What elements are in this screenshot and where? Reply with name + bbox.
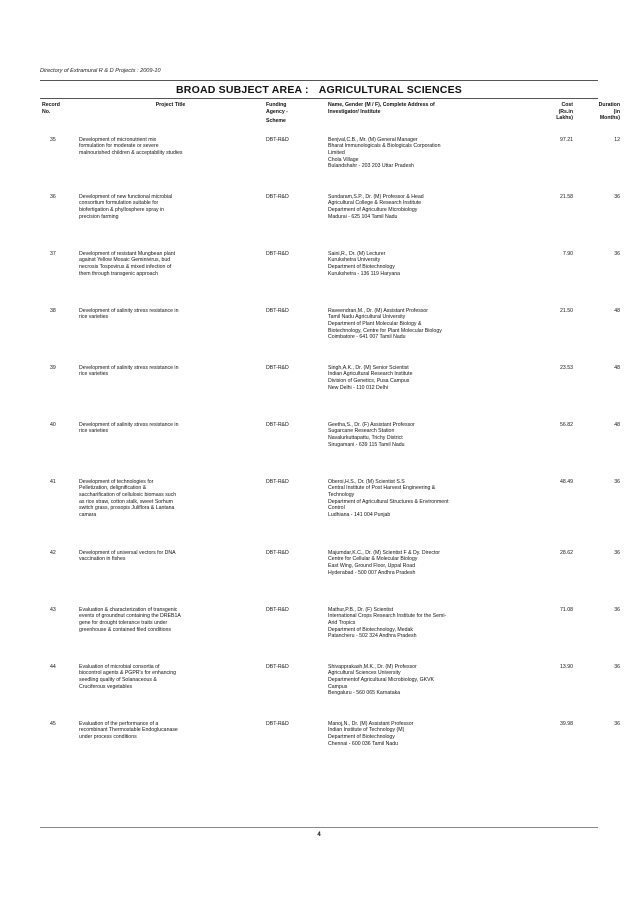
duration-value: 36 [614,663,620,670]
project-title-line: Development of salinity stress resistance in [79,421,179,428]
record-no: 43 [50,606,56,613]
project-title [77,308,264,365]
investigator-address-line: Arid Tropics [328,619,356,626]
record-no: 36 [50,193,56,200]
project-title-line: malnourished children & acceptability studies [79,149,183,156]
table-row [40,194,622,251]
running-head: Directory of Extramural R & D Projects : 2009-10 [40,68,161,74]
project-title-line: necrosis Tospovirus & mixed infection of [79,263,172,270]
table-row [40,308,622,365]
duration-value: 48 [614,307,620,314]
investigator-address-line: Division of Genetics, Pusa Campus [328,377,410,384]
duration-value: 36 [614,478,620,485]
project-title [77,194,264,251]
duration-value: 48 [614,421,620,428]
funding-agency: DBT-R&D [266,478,289,485]
cost-value: 56.82 [560,421,573,428]
cost-value: 7.90 [562,250,573,257]
project-title [77,607,264,664]
project-title-line: Evaluation of microbial consortia of [79,663,160,670]
investigator-address-line: Sugarcane Research Station [328,428,395,435]
table-row [40,251,622,308]
investigator-address-line: Department of Biotechnology [328,733,395,740]
funding-agency: DBT-R&D [266,663,289,670]
project-title-line: Development of salinity stress resistance in [79,307,179,314]
project-title-line: them through transgenic approach [79,270,159,277]
investigator-address-line: Saini,R., Dr. (M) Lecturer [328,250,386,257]
table-row [40,721,622,778]
investigator-address-line: Department of Biotechnology, Medak [328,626,413,633]
investigator-address-line: Oberoi,H.S., Dr. (M) Scientist S.S [328,478,405,485]
project-title-line: biocontrol agents & PGPR's for enhancing [79,670,177,677]
project-title-line: Development of universal vectors for DNA [79,549,176,556]
table-row [40,664,622,721]
header-duration: Duration (in Months) [598,102,620,122]
investigator-address-line: Central Institute of Post Harvest Engineering & [328,485,436,492]
duration-value: 36 [614,549,620,556]
cost-value: 21.50 [560,307,573,314]
investigator-address [326,664,523,721]
investigator-address-line: Bengaluru - 560 065 Karnataka [328,690,401,697]
table-header [40,102,622,137]
duration-value: 48 [614,364,620,371]
funding-agency: DBT-R&D [266,307,289,314]
project-title-line: precision farming [79,213,119,220]
investigator-address-line: Department of Biotechnology [328,263,395,270]
table-row [40,365,622,422]
funding-agency: DBT-R&D [266,250,289,257]
investigator-address-line: Indian Institute of Technology (M) [328,727,405,734]
project-title-line: Cruciferous vegetables [79,683,133,690]
investigator-address-line: Sundaram,S.P., Dr. (M) Professor & Head [328,193,424,200]
cost-value: 21.58 [560,193,573,200]
investigator-address [326,550,523,607]
table-row [40,550,622,607]
header-funding-agency: Funding Agency - Scheme [266,102,288,125]
investigator-address-line: Centre for Cellular & Molecular Biology [328,556,418,563]
investigator-address-line: Bulandshahr - 203 203 Uttar Pradesh [328,163,414,170]
table-row [40,607,622,664]
investigator-address-line: Biotechnology, Centre for Plant Molecular Biology [328,327,442,334]
project-title-line: Evaluation & characterization of transgenic [79,606,178,613]
project-title-line: rice varieties [79,314,109,321]
record-no: 41 [50,478,56,485]
funding-agency: DBT-R&D [266,606,289,613]
investigator-address-line: Bharat Immunologicals & Biologicals Corporation [328,143,441,150]
investigator-address-line: Kurukshetra University [328,257,381,264]
header-project-title: Project Title [155,102,186,108]
investigator-address-line: Coimbatore - 641 007 Tamil Nadu [328,334,406,341]
project-title [77,721,264,778]
project-title-line: seedling quality of Solanaceous & [79,676,157,683]
investigator-address-line: Technology [328,491,355,498]
project-title [77,422,264,479]
project-title-line: Evaluation of the performance of a [79,720,159,727]
project-title [77,479,264,550]
investigator-address-line: East Wing, Ground Floor, Uppal Road [328,562,416,569]
project-title-line: Pelletization, delignification & [79,485,147,492]
investigator-address-line: Mathur,P.B., Dr. (F) Scientist [328,606,394,613]
header-investigator: Name, Gender (M / F), Complete Address of Investigator/ Institute [328,102,435,115]
investigator-address-line: International Crops Research Institute for the Semi- [328,613,447,620]
project-title-line: Development of salinity stress resistance in [79,364,179,371]
project-title-line: biofertigation & phyllosphere spray in [79,206,165,213]
investigator-address-line: Departmentof Agricultural Microbiology, GKVK [328,676,435,683]
duration-value: 12 [614,136,620,143]
project-title-line: vaccination in fishes [79,556,126,563]
project-title-line: rice varieties [79,371,109,378]
project-title-line: Development of micronutrient mix [79,136,157,143]
project-title-line: consortium formulation suitable for [79,200,159,207]
investigator-address [326,607,523,664]
record-no: 35 [50,136,56,143]
record-no: 40 [50,421,56,428]
investigator-address [326,365,523,422]
investigator-address-line: Navalurkuttapattu, Trichy District [328,434,403,441]
duration-value: 36 [614,250,620,257]
investigator-address-line: Shivapprakash,M.K., Dr. (M) Professor [328,663,417,670]
investigator-address-line: Limited [328,149,345,156]
table-body [40,137,622,778]
investigator-address-line: Department of Plant Molecular Biology & [328,320,422,327]
investigator-address-line: Indian Agricultural Research Institute [328,371,413,378]
cost-value: 39.98 [560,720,573,727]
investigator-address-line: Madurai - 625 104 Tamil Nadu [328,213,398,220]
subject-area-prefix: BROAD SUBJECT AREA : [176,83,309,96]
record-no: 44 [50,663,56,670]
record-no: 39 [50,364,56,371]
investigator-address [326,251,523,308]
investigator-address-line: Department of Agriculture Microbiology [328,206,418,213]
cost-value: 71.08 [560,606,573,613]
project-title-line: camara [79,511,97,518]
project-title-line: recombinant Thermostable Endoglucanase [79,727,178,734]
project-title-line: Development of resistant Mungbean plant [79,250,176,257]
record-no: 42 [50,549,56,556]
record-no: 37 [50,250,56,257]
project-title-line: saccharification of cellulosic biomass such [79,491,177,498]
duration-value: 36 [614,720,620,727]
investigator-address-line: Control [328,505,345,512]
table-row [40,137,622,194]
investigator-address-line: Benjval,C.B., Mr. (M) General Manager [328,136,418,143]
table-row [40,479,622,550]
subject-area-banner [40,80,598,99]
cost-value: 48.49 [560,478,573,485]
investigator-address-line: Agricultural College & Research Institute [328,200,422,207]
investigator-address-line: Patancheru - 502 324 Andhra Pradesh [328,633,417,640]
investigator-address [326,137,523,194]
page-number: 4 [317,832,321,838]
funding-agency: DBT-R&D [266,549,289,556]
investigator-address-line: Department of Agricultural Structures & Environment [328,498,449,505]
investigator-address [326,479,523,550]
project-title-line: greenhouse & contained filed conditions [79,626,171,633]
investigator-address-line: Manoj,N., Dr. (M) Assistant Professor [328,720,414,727]
cost-value: 97.21 [560,136,573,143]
investigator-address-line: Agricultural Sciences University [328,670,401,677]
investigator-address-line: Chennai - 600 036 Tamil Nadu [328,740,398,747]
investigator-address-line: Raveendran,M., Dr. (M) Assistant Professor [328,307,429,314]
cost-value: 28.62 [560,549,573,556]
investigator-address-line: Majumdar,K.C., Dr. (M) Scientist F & Dy. Director [328,549,441,556]
project-title-line: against Yellow Mosaic Geminivirus, bud [79,257,171,264]
investigator-address-line: Tamil Nadu Agricultural University [328,314,406,321]
funding-agency: DBT-R&D [266,364,289,371]
project-title [77,550,264,607]
investigator-address-line: Campus [328,683,348,690]
project-title-line: Development of new functional microbial [79,193,173,200]
project-title-line: gene for drought tolerance traits under [79,619,168,626]
funding-agency: DBT-R&D [266,720,289,727]
project-title-line: under process conditions [79,733,137,740]
funding-agency: DBT-R&D [266,421,289,428]
project-title-line: as rice straw, cotton stalk, sweet Sorhum [79,498,173,505]
record-no: 38 [50,307,56,314]
funding-agency: DBT-R&D [266,193,289,200]
subject-area-name: AGRICULTURAL SCIENCES [318,83,462,96]
header-record-no: Record No. [42,102,60,115]
investigator-address [326,721,523,778]
investigator-address-line: Chola Village [328,156,359,163]
project-title-line: formulation for moderate or severe [79,143,159,150]
project-title-line: Development of technologies for [79,478,154,485]
investigator-address [326,308,523,365]
duration-value: 36 [614,606,620,613]
investigator-address [326,194,523,251]
investigator-address-line: Ludhiana - 141 004 Punjab [328,511,391,518]
project-title [77,664,264,721]
project-title [77,365,264,422]
project-title-line: switch grass, prosopis Juliflora & Lantana [79,505,175,512]
investigator-address-line: Hyderabad - 500 007 Andhra Pradesh [328,569,416,576]
table-row [40,422,622,479]
cost-value: 23.53 [560,364,573,371]
investigator-address [326,422,523,479]
project-title-line: rice varieties [79,428,109,435]
duration-value: 36 [614,193,620,200]
projects-table [40,102,622,778]
investigator-address-line: Singh,A.K., Dr. (M) Senior Scientist [328,364,409,371]
record-no: 45 [50,720,56,727]
footer-divider [40,827,598,828]
cost-value: 13.90 [560,663,573,670]
header-cost: Cost (Rs.in Lakhs) [556,102,573,122]
investigator-address-line: Sirugamani - 639 115 Tamil Nadu [328,441,405,448]
project-title [77,137,264,194]
investigator-address-line: Geetha,S., Dr. (F) Assistant Professor [328,421,415,428]
investigator-address-line: New Delhi - 110 012 Delhi [328,384,388,391]
investigator-address-line: Kurukshetra - 136 119 Haryana [328,270,400,277]
funding-agency: DBT-R&D [266,136,289,143]
project-title-line: events of groundnut containing the DREB1A [79,613,181,620]
project-title [77,251,264,308]
